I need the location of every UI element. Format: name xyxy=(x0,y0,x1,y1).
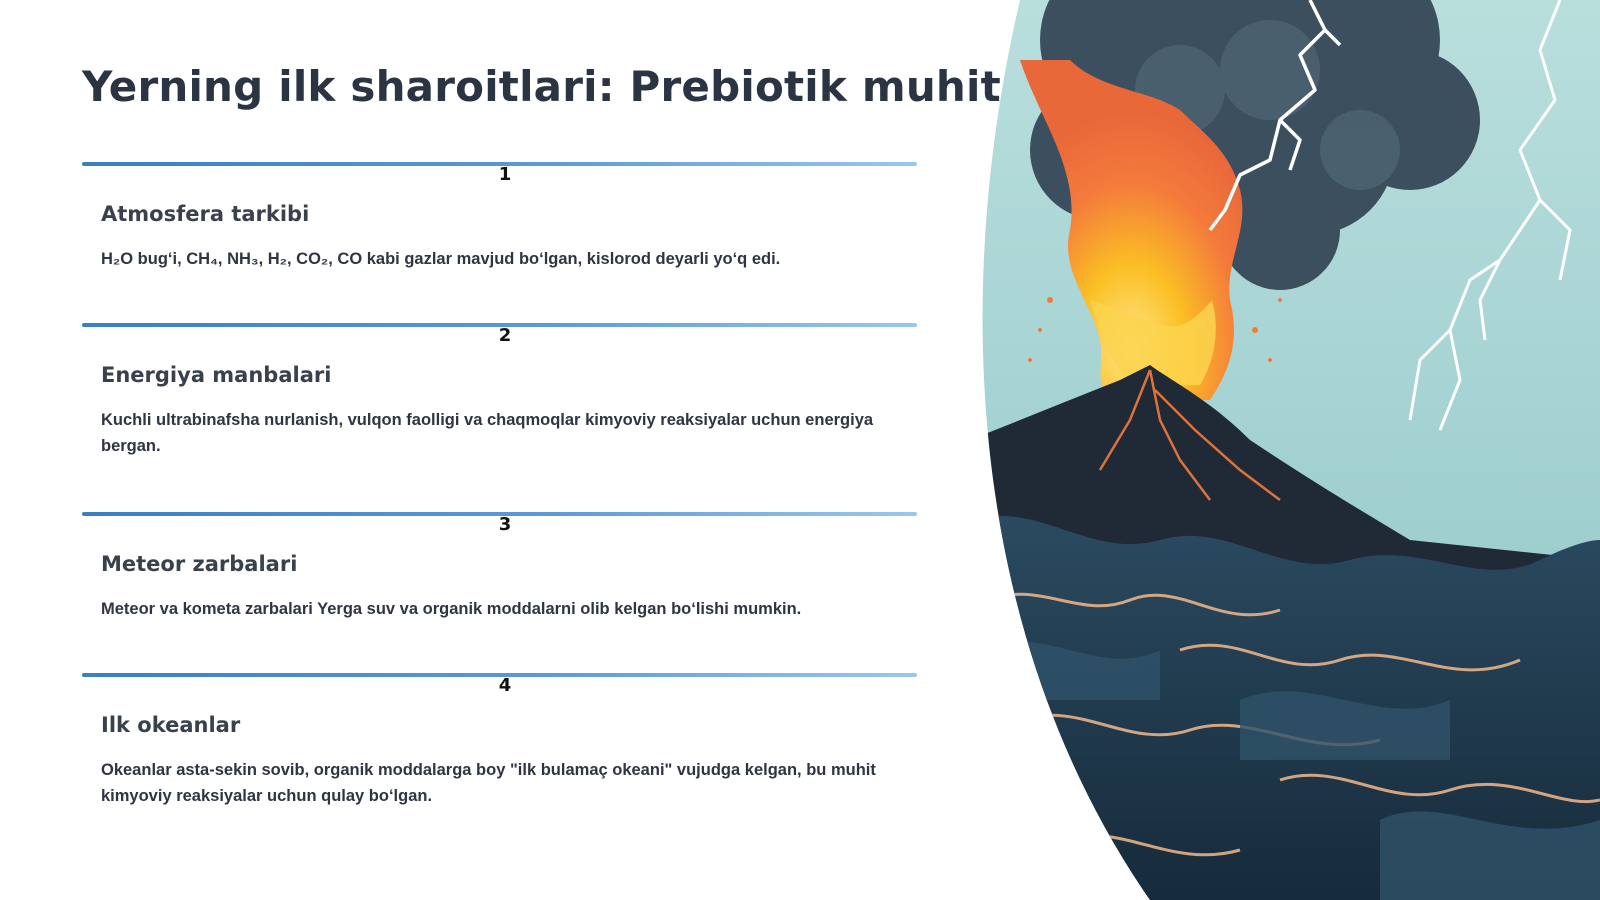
timeline xyxy=(82,0,917,900)
step-title: Meteor zarbalari xyxy=(101,552,298,576)
volcano-illustration xyxy=(980,0,1600,900)
step-description: Kuchli ultrabinafsha nurlanish, vulqon faolligi va chaqmoqlar kimyoviy reaksiyalar uchun energiya bergan. xyxy=(101,411,874,455)
step-description: Okeanlar asta-sekin sovib, organik moddalarga boy "ilk bulamaç okeani" vujudga kelgan, bu muhit kimyoviy reaksiyalar uchun qulay bo‘lgan. xyxy=(101,761,876,805)
step-number: 3 xyxy=(498,514,512,535)
step-title: Atmosfera tarkibi xyxy=(101,202,310,226)
step-number: 4 xyxy=(498,675,512,696)
step-description: H₂O bug‘i, CH₄, NH₃, H₂, CO₂, CO kabi gazlar mavjud bo‘lgan, kislorod deyarli yo‘q edi. xyxy=(101,250,781,268)
step-number: 2 xyxy=(498,325,512,346)
page-title: Yerning ilk sharoitlari: Prebiotik muhit xyxy=(82,62,1001,111)
step-title: Energiya manbalari xyxy=(101,363,332,387)
step-number: 1 xyxy=(498,164,512,185)
volcano-lightning-ocean-icon xyxy=(980,0,1600,900)
step-title: Ilk okeanlar xyxy=(101,713,241,737)
step-description: Meteor va kometa zarbalari Yerga suv va organik moddalarni olib kelgan bo‘lishi mumkin. xyxy=(101,600,802,618)
